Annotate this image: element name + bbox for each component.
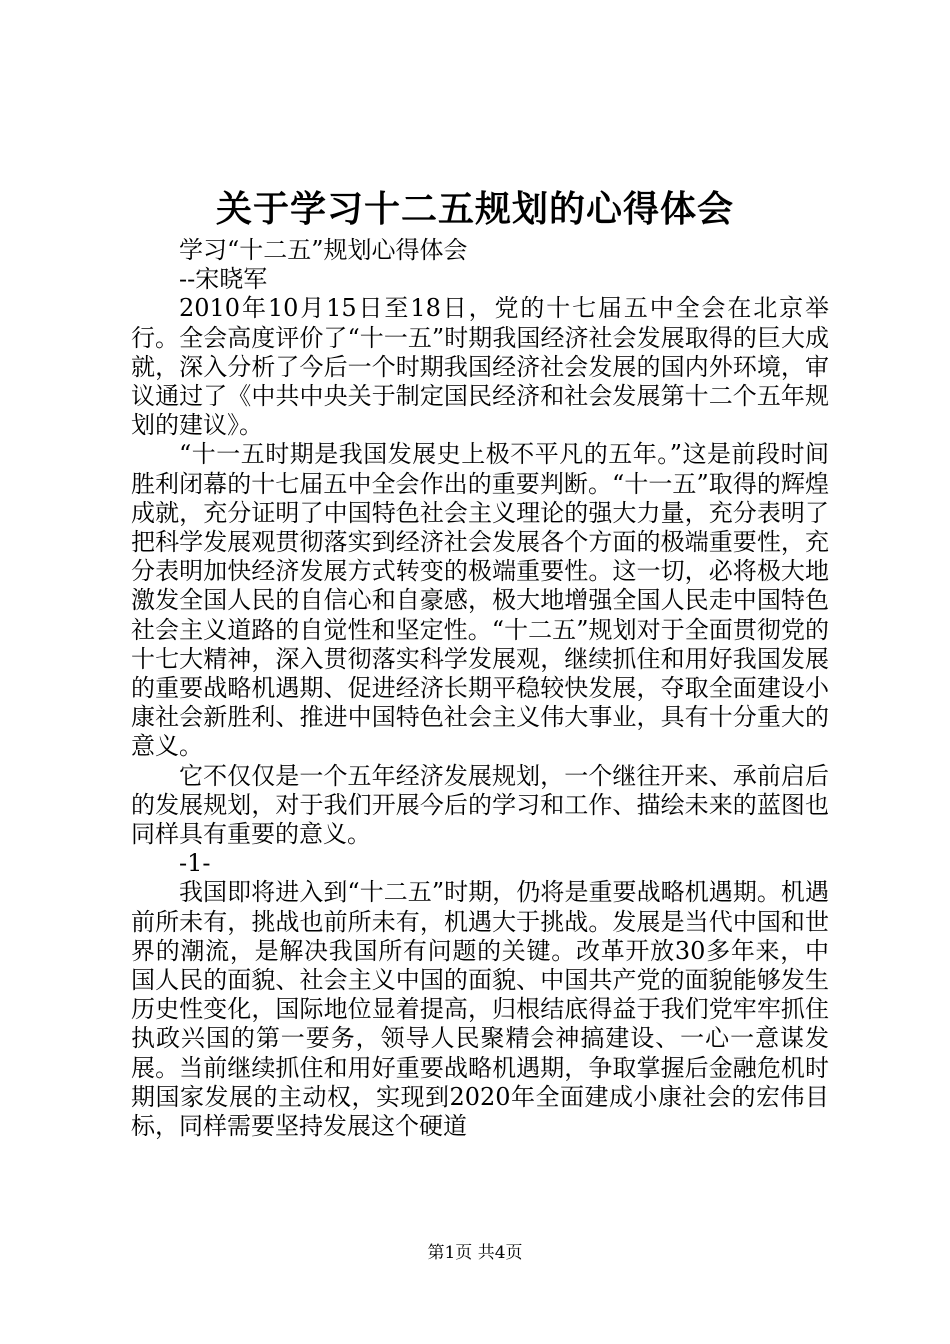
page-footer: 第1页 共4页 bbox=[427, 1243, 523, 1263]
paragraph: 我国即将进入到“十二五”时期，仍将是重要战略机遇期。机遇前所未有，挑战也前所未有，机遇大于挑战。发展是当代中国和世界的潮流，是解决我国所有问题的关键。改革开放30多年来，中国人民的面貌、社会主义中国的面貌、中国共产党的面貌能够发生历史性变化，国际地位显着提高，归根结底得益于我们党牢牢抓住执政兴国的第一要务，领导人民聚精会神搞建设、一心一意谋发展。当前继续抓住和用好重要战略机遇期，争取掌握后金融危机时期国家发展的主动权，实现到2020年全面建成小康社会的宏伟目标，同样需要坚持发展这个硬道 bbox=[131, 878, 829, 1141]
document-title: 关于学习十二五规划的心得体会 bbox=[215, 188, 734, 230]
paragraph: 它不仅仅是一个五年经济发展规划，一个继往开来、承前启后的发展规划，对于我们开展今后的学习和工作、描绘未来的蓝图也同样具有重要的意义。 bbox=[131, 761, 829, 849]
author-line: --宋晓军 bbox=[179, 265, 268, 294]
inline-page-number: -1- bbox=[179, 849, 211, 878]
subtitle-line: 学习“十二五”规划心得体会 bbox=[179, 236, 468, 264]
document-body bbox=[131, 236, 829, 1141]
paragraph: 2010年10月15日至18日，党的十七届五中全会在北京举行。全会高度评价了“十一五”时期我国经济社会发展取得的巨大成就，深入分析了今后一个时期我国经济社会发展的国内外环境，审议通过了《中共中央关于制定国民经济和社会发展第十二个五年规划的建议》。 bbox=[131, 294, 829, 440]
paragraph: “十一五时期是我国发展史上极不平凡的五年。”这是前段时间胜利闭幕的十七届五中全会作出的重要判断。“十一五”取得的辉煌成就，充分证明了中国特色社会主义理论的强大力量，充分表明了把科学发展观贯彻落实到经济社会发展各个方面的极端重要性，充分表明加快经济发展方式转变的极端重要性。这一切，必将极大地激发全国人民的自信心和自豪感，极大地增强全国人民走中国特色社会主义道路的自觉性和坚定性。“十二五”规划对于全面贯彻党的十七大精神，深入贯彻落实科学发展观，继续抓住和用好我国发展的重要战略机遇期、促进经济长期平稳较快发展，夺取全面建设小康社会新胜利、推进中国特色社会主义伟大事业，具有十分重大的意义。 bbox=[131, 440, 829, 761]
